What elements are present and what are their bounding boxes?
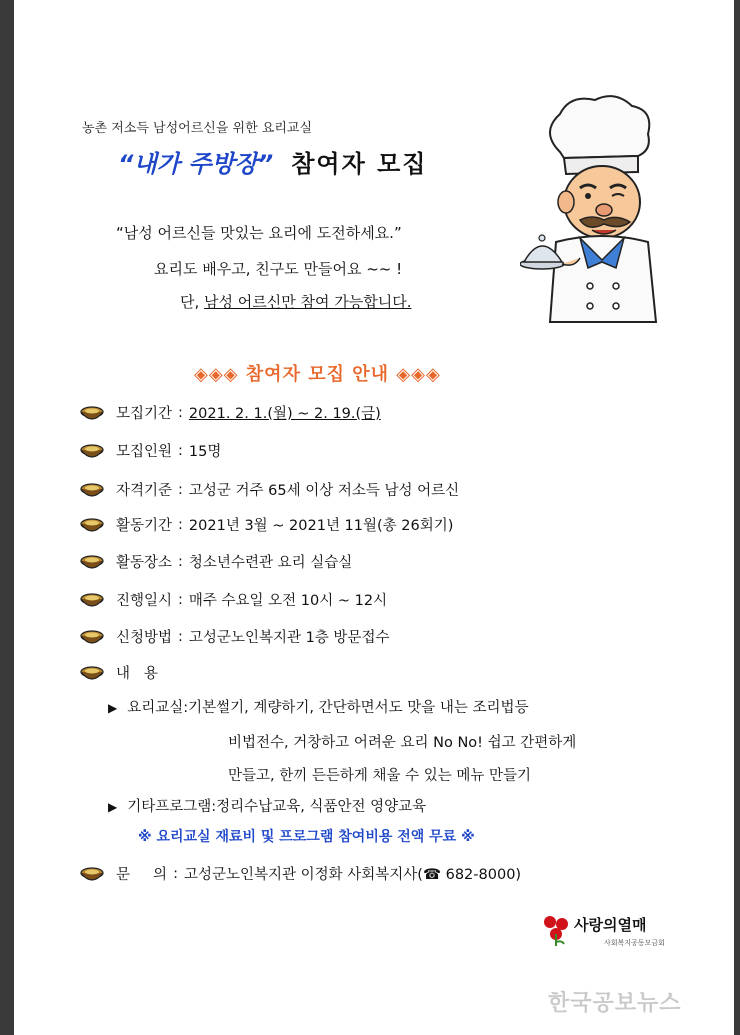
info-row-schedule: 진행일시 : 매주 수요일 오전 10시 ~ 12시 xyxy=(80,589,387,610)
venue-label: 활동장소 xyxy=(116,555,173,571)
bowl-icon xyxy=(80,481,104,499)
bowl-icon xyxy=(80,516,104,534)
bowl-icon xyxy=(80,664,104,682)
bowl-icon xyxy=(80,591,104,609)
info-row-period: 모집기간 : 2021. 2. 1.(월) ~ 2. 19.(금) xyxy=(80,402,381,423)
info-row-eligibility: 자격기준 : 고성군 거주 65세 이상 저소득 남성 어르신 xyxy=(80,479,459,500)
info-row-count: 모집인원 : 15명 xyxy=(80,440,221,461)
eligibility-value: 고성군 거주 65세 이상 저소득 남성 어르신 xyxy=(188,483,460,499)
apply-value: 고성군노인복지관 1층 방문접수 xyxy=(188,630,390,646)
cooking-class-desc-3: 만들고, 한끼 든든하게 채울 수 있는 메뉴 만들기 xyxy=(228,768,532,784)
bowl-icon xyxy=(80,404,104,422)
bowl-icon xyxy=(80,442,104,460)
cooking-class-line-1: ▶ 요리교실:기본썰기, 계량하기, 간단하면서도 맛을 내는 조리법등 xyxy=(108,700,529,716)
slogan-line-2: 요리도 배우고, 친구도 만들어요 ~~ ! xyxy=(154,260,403,278)
poster-title-rest: 참여자 모집 xyxy=(291,150,428,178)
cooking-class-desc-1: 기본썰기, 계량하기, 간단하면서도 맛을 내는 조리법등 xyxy=(188,700,529,716)
eligibility-label: 자격기준 xyxy=(116,483,173,499)
section-heading: ◈◈◈ 참여자 모집 안내 ◈◈◈ xyxy=(194,364,441,385)
slogan-line-1: “남성 어르신들 맛있는 요리에 도전하세요.” xyxy=(116,224,402,242)
slogan-line-3-prefix: 단, xyxy=(180,293,205,311)
poster-title-main: “내가 주방장” xyxy=(118,150,274,178)
other-program-value: 정리수납교육, 식품안전 영양교육 xyxy=(216,799,427,815)
contact-label: 문 의 xyxy=(116,867,168,883)
cooking-class-desc-2: 비법전수, 거창하고 어려운 요리 No No! 쉽고 간편하게 xyxy=(228,735,577,751)
schedule-value: 매주 수요일 오전 10시 ~ 12시 xyxy=(188,593,388,609)
free-notice: ※ 요리교실 재료비 및 프로그램 참여비용 전액 무료 ※ xyxy=(138,829,475,845)
period-label: 모집기간 xyxy=(116,406,173,422)
cooking-class-label: 요리교실 xyxy=(127,700,184,716)
triangle-bullet-icon: ▶ xyxy=(108,701,118,715)
chef-icon xyxy=(520,92,670,328)
schedule-label: 진행일시 xyxy=(116,593,173,609)
info-row-activity-period: 활동기간 : 2021년 3월 ~ 2021년 11월(총 26회기) xyxy=(80,514,453,535)
bowl-icon xyxy=(80,865,104,883)
page-edge-right xyxy=(734,0,740,1035)
contact-value: 고성군노인복지관 이정화 사회복지사(☎ 682-8000) xyxy=(183,867,522,883)
slogan-line-3 xyxy=(180,291,411,312)
apply-label: 신청방법 xyxy=(116,630,173,646)
page-edge-left xyxy=(0,0,14,1035)
activity-period-value: 2021년 3월 ~ 2021년 11월(총 26회기) xyxy=(188,518,454,534)
slogan-line-3-underlined: 남성 어르신만 참여 가능합니다. xyxy=(204,293,412,311)
count-label: 모집인원 xyxy=(116,444,173,460)
content-label: 내 용 xyxy=(116,666,158,682)
other-program-label: 기타프로그램 xyxy=(127,799,212,815)
info-row-apply: 신청방법 : 고성군노인복지관 1층 방문접수 xyxy=(80,626,389,647)
bowl-icon xyxy=(80,553,104,571)
triangle-bullet-icon: ▶ xyxy=(108,800,118,814)
info-row-content xyxy=(80,662,158,683)
other-program-line: ▶ 기타프로그램:정리수납교육, 식품안전 영양교육 xyxy=(108,799,427,815)
poster-subtitle: 농촌 저소득 남성어르신을 위한 요리교실 xyxy=(82,121,313,136)
logo-sub: 사회복지공동모금회 xyxy=(604,939,665,947)
logo-name: 사랑의열매 xyxy=(574,916,647,934)
count-value: 15명 xyxy=(188,444,222,460)
watermark: 한국공보뉴스 xyxy=(548,991,682,1016)
bowl-icon xyxy=(80,628,104,646)
poster-title xyxy=(118,144,427,179)
info-row-contact: 문 의 : 고성군노인복지관 이정화 사회복지사(☎ 682-8000) xyxy=(80,863,521,884)
period-value: 2021. 2. 1.(월) ~ 2. 19.(금) xyxy=(188,406,381,422)
info-row-venue: 활동장소 : 청소년수련관 요리 실습실 xyxy=(80,551,352,572)
activity-period-label: 활동기간 xyxy=(116,518,173,534)
venue-value: 청소년수련관 요리 실습실 xyxy=(188,555,353,571)
fruit-icon xyxy=(540,912,572,948)
